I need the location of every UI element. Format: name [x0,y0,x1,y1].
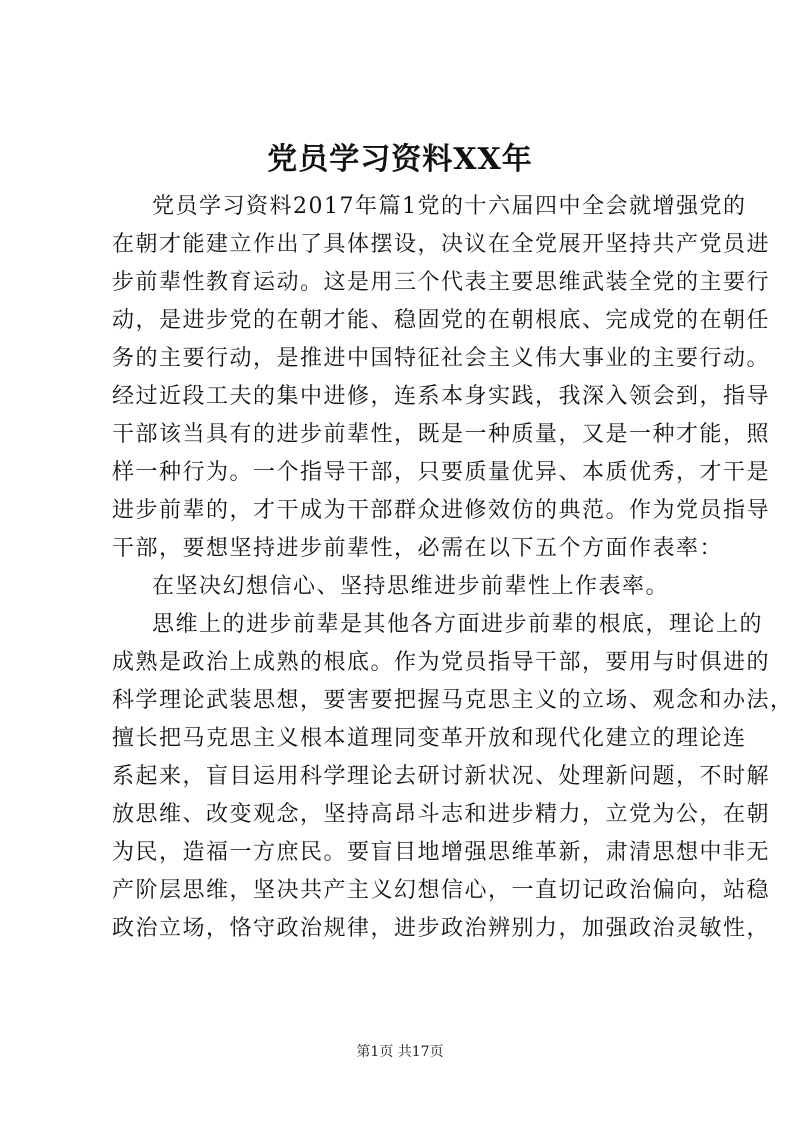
text-line: 产阶层思维，坚决共产主义幻想信心，一直切记政治偏向，站稳 [112,878,771,903]
text-line: 动，是进步党的在朝才能、稳固党的在朝根底、完成党的在朝任 [112,308,771,333]
text-line: 为民，造福一方庶民。要盲目地增强思维革新，肃清思想中非无 [112,840,771,865]
text-line: 在朝才能建立作出了具体摆设，决议在全党展开坚持共产党员进 [112,232,771,257]
text-line: 进步前辈的，才干成为干部群众进修效仿的典范。作为党员指导 [112,498,771,523]
text-line: 成熟是政治上成熟的根底。作为党员指导干部，要用与时俱进的 [112,650,771,675]
text-line: 政治立场，恪守政治规律，进步政治辨别力，加强政治灵敏性， [112,916,771,941]
document-title: 党员学习资料XX年 [267,142,533,177]
text-line: 思维上的进步前辈是其他各方面进步前辈的根底，理论上的 [152,612,764,637]
text-line: 干部，要想坚持进步前辈性，必需在以下五个方面作表率： [112,536,724,561]
text-line: 干部该当具有的进步前辈性，既是一种质量，又是一种才能，照 [112,422,771,447]
text-line: 在坚决幻想信心、坚持思维进步前辈性上作表率。 [152,574,670,599]
text-line: 系起来，盲目运用科学理论去研讨新状况、处理新问题，不时解 [112,764,771,789]
text-line: 样一种行为。一个指导干部，只要质量优异、本质优秀，才干是 [112,460,771,485]
text-line: 步前辈性教育运动。这是用三个代表主要思维武装全党的主要行 [112,270,771,295]
page-footer: 第1页 共17页 [356,1044,444,1060]
text-line: 务的主要行动，是推进中国特征社会主义伟大事业的主要行动。 [112,346,771,371]
document-body [112,188,794,948]
text-line: 经过近段工夫的集中进修，连系本身实践，我深入领会到，指导 [112,384,771,409]
text-line: 放思维、改变观念，坚持高昂斗志和进步精力，立党为公，在朝 [112,802,771,827]
text-line: 科学理论武装思想，要害要把握马克思主义的立场、观念和办法， [112,688,794,713]
text-line: 擅长把马克思主义根本道理同变革开放和现代化建立的理论连 [112,726,747,751]
text-line: 党员学习资料2017年篇1党的十六届四中全会就增强党的 [152,194,747,219]
